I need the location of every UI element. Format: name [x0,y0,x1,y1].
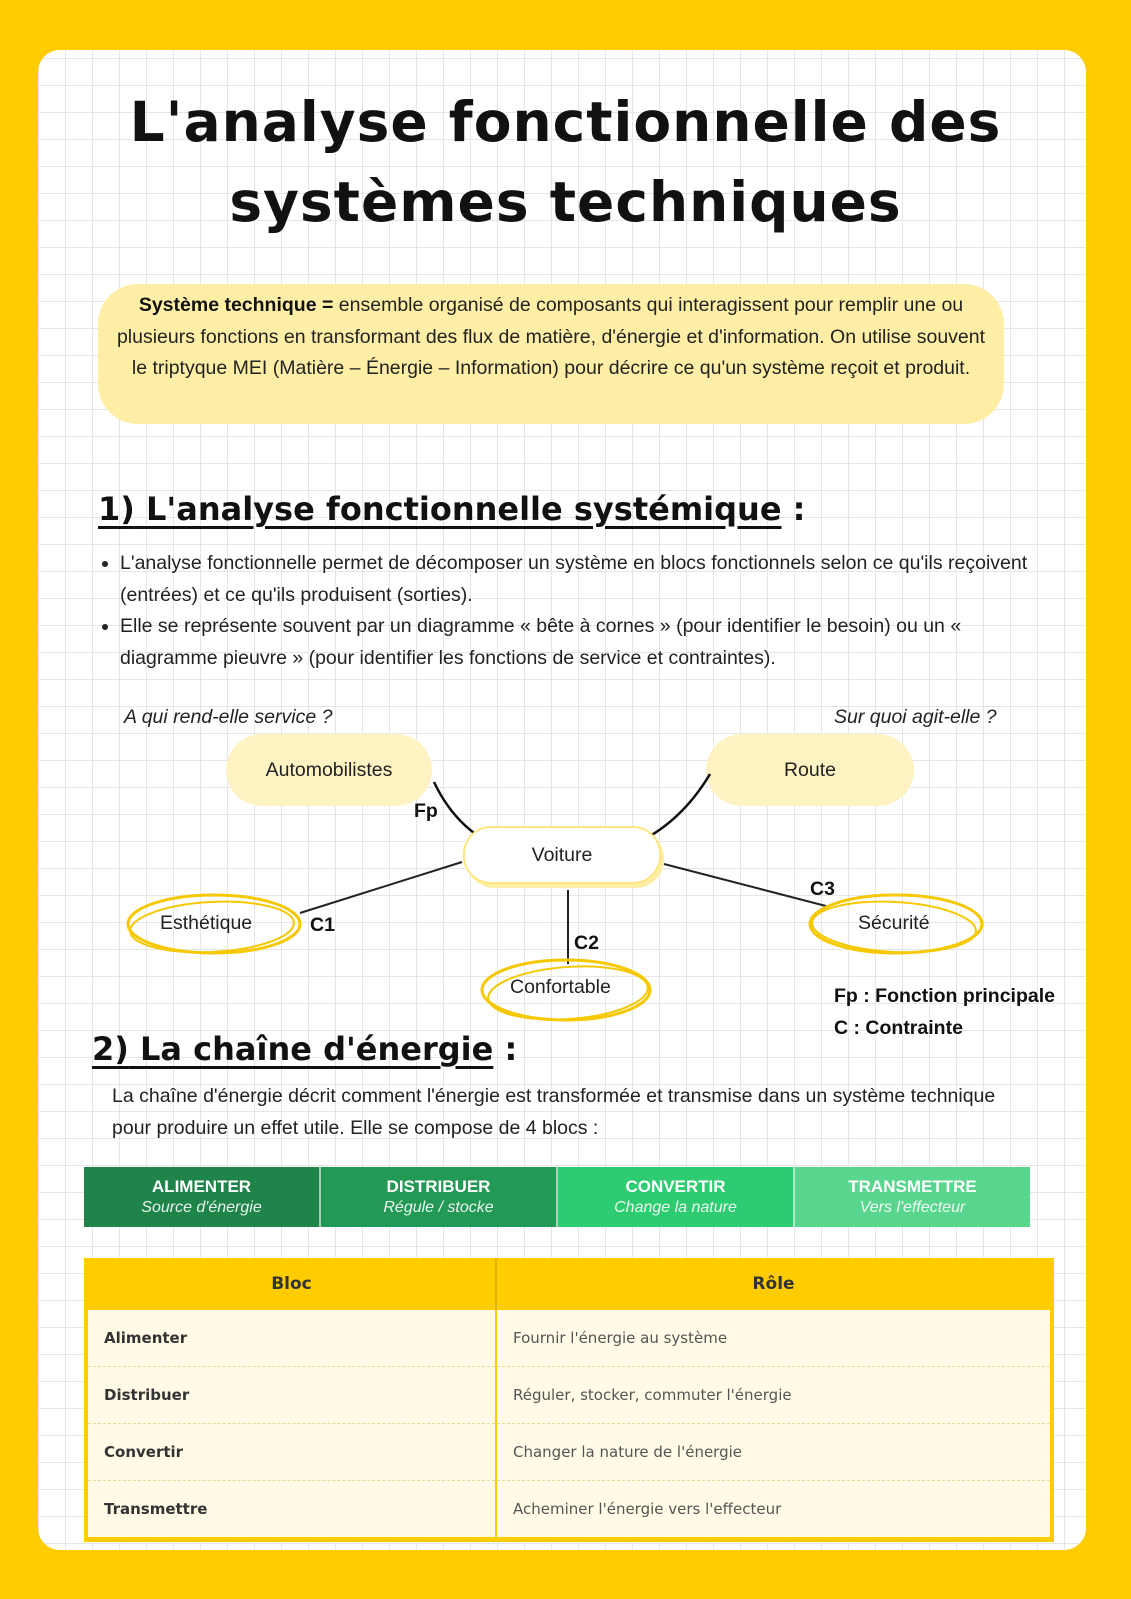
definition-body: ensemble organisé de composants qui interagissent pour remplir une ou plusieurs fonctions en transformant des flux de matière, d'énergie et d'information. On utilise souvent le triptyque MEI (Matière – Énergie – Information) pour décrire ce qu'un système reçoit et produit. [116,294,986,379]
constraint-code-c2: C2 [574,932,599,954]
table-row [88,1481,1050,1538]
table-row [88,1367,1050,1424]
section-2-heading [92,1030,517,1068]
section-1-colon: : [781,490,806,528]
page-title-line-2: systèmes techniques [229,170,902,234]
table-cell-role: Réguler, stocker, commuter l'énergie [496,1367,1050,1424]
chain-block-transmettre [795,1167,1030,1227]
chain-block-sub: Change la nature [614,1198,737,1216]
table-cell-role: Fournir l'énergie au système [496,1310,1050,1367]
chain-block-name: CONVERTIR [625,1176,726,1196]
bullet-item: • L'analyse fonctionnelle permet de décomposer un système en blocs fonctionnels selon ce qu'ils reçoivent (entrées) et ce qu'ils produisent (sorties). [120,548,1060,611]
question-target: Sur quoi agit-elle ? [834,706,997,728]
constraint-label-c2: Confortable [510,976,611,998]
target-pill: Route [706,734,914,806]
section-1-number: 1) [98,490,135,528]
chain-block-sub: Vers l'effecteur [859,1198,966,1216]
chain-block-sub: Régule / stocke [383,1198,494,1216]
section-2-colon: : [493,1030,518,1068]
table-cell-bloc: Alimenter [88,1310,496,1367]
c3-line [664,864,826,906]
table-header-bloc: Bloc [88,1258,496,1310]
c1-line [300,862,462,913]
chain-block-alimenter [84,1167,321,1227]
table-cell-bloc: Distribuer [88,1367,496,1424]
system-node: Voiture [463,826,661,884]
table-row [88,1424,1050,1481]
definition-term: Système technique = [138,294,334,316]
table-cell-bloc: Convertir [88,1424,496,1481]
chain-block-name: TRANSMETTRE [848,1176,977,1196]
chain-block-name: ALIMENTER [151,1176,252,1196]
section-1-title: L'analyse fonctionnelle systémique [146,490,782,528]
chain-block-sub: Source d'énergie [141,1198,262,1216]
user-pill: Automobilistes [226,734,432,806]
legend-item: C : Contrainte [834,1017,963,1039]
diagram-legend [834,980,1055,1044]
question-user: A qui rend-elle service ? [124,706,333,728]
energy-chain [84,1167,1030,1227]
constraint-code-c1: C1 [310,914,335,936]
table-header-role: Rôle [496,1258,1050,1310]
legend-item: Fp : Fonction principale [834,985,1055,1007]
table-cell-bloc: Transmettre [88,1481,496,1538]
chain-block-convertir [558,1167,795,1227]
chain-block-distribuer [321,1167,558,1227]
section-2-title: La chaîne d'énergie [140,1030,494,1068]
chain-block-name: DISTRIBUER [386,1176,491,1196]
table-cell-role: Acheminer l'énergie vers l'effecteur [496,1481,1050,1538]
energy-table [84,1258,1054,1542]
table-cell-role: Changer la nature de l'énergie [496,1424,1050,1481]
section-2-number: 2) [92,1030,129,1068]
constraint-code-c3: C3 [810,878,835,900]
bullet-item: • Elle se représente souvent par un diagramme « bête à cornes » (pour identifier le besoin) ou un « diagramme pieuvre » (pour identifier les fonctions de service et contraintes). [120,611,1060,674]
constraint-label-c1: Esthétique [160,912,253,934]
section-2-paragraph: La chaîne d'énergie décrit comment l'énergie est transformée et transmise dans un système technique pour produire un effet utile. Elle se compose de 4 blocs : [112,1085,996,1139]
page-title-line-1: L'analyse fonctionnelle des [129,90,1002,154]
constraint-label-c3: Sécurité [858,912,930,934]
fp-label: Fp [414,800,438,822]
table-row [88,1310,1050,1367]
